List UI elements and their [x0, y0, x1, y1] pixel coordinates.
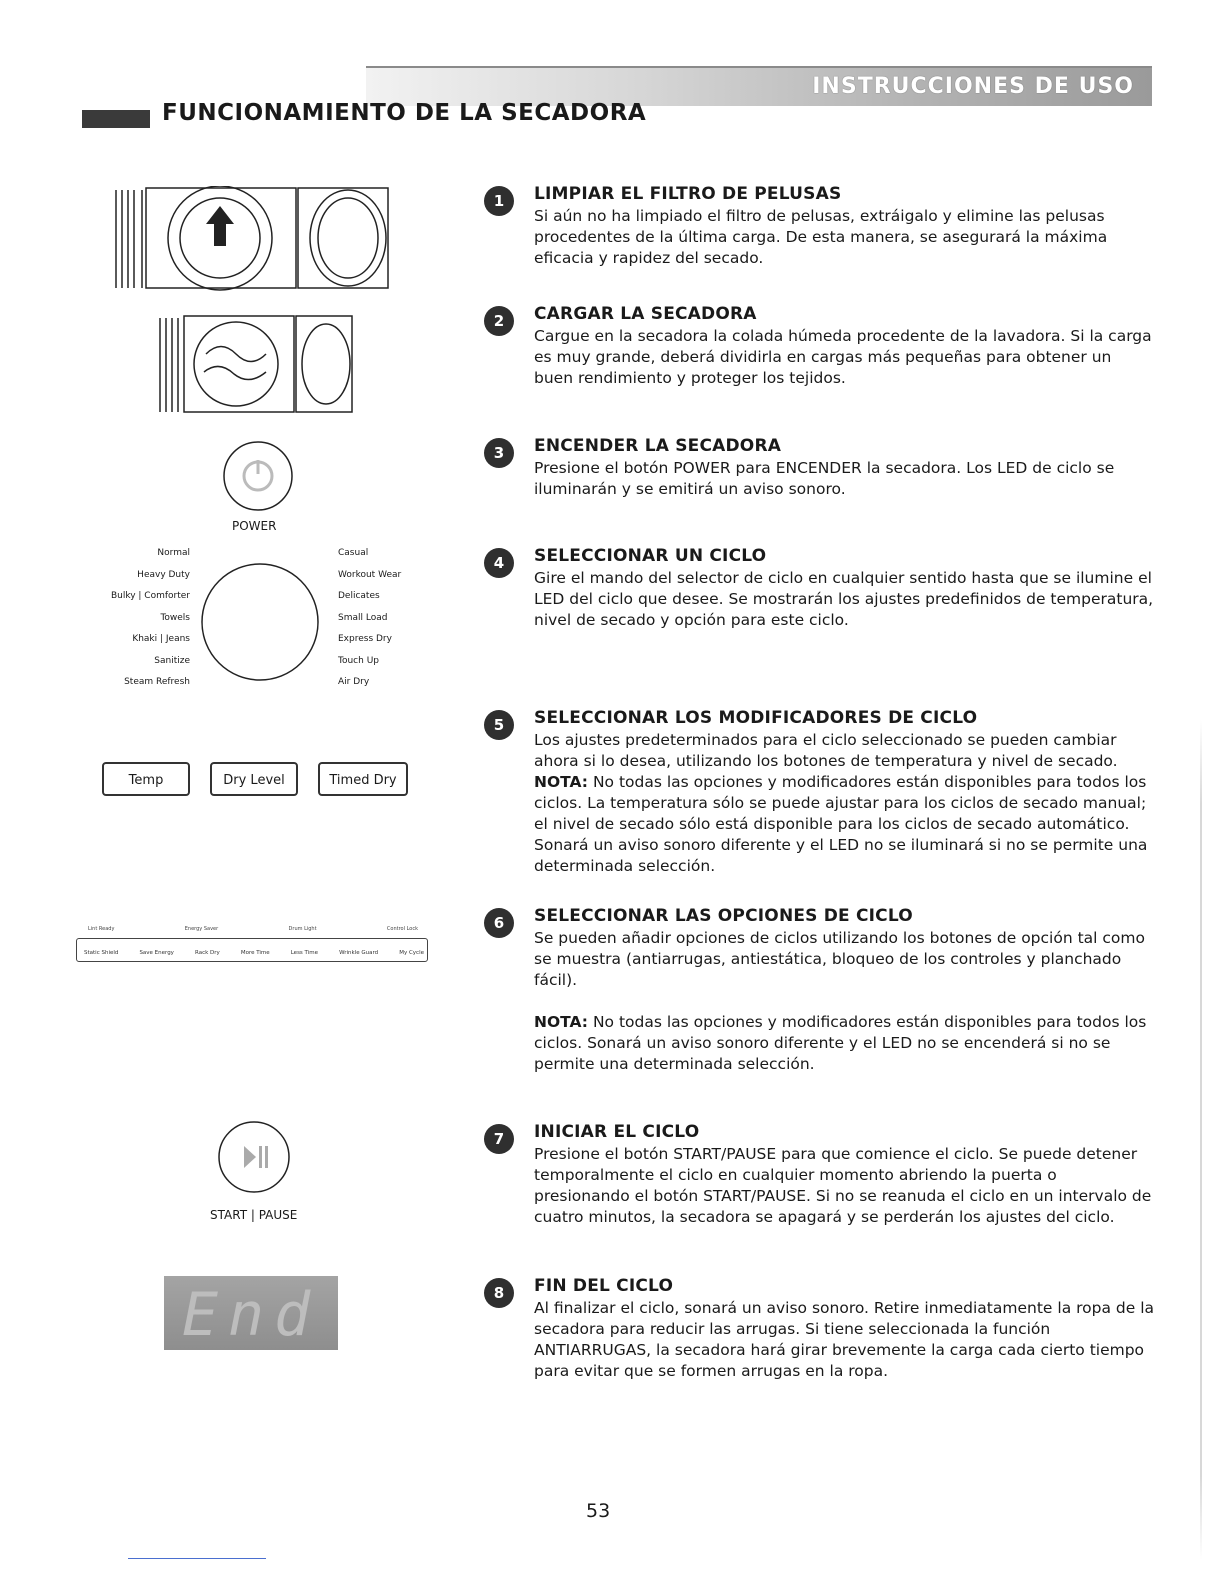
step-number-badge: 4	[484, 548, 514, 578]
loading-illustration	[156, 314, 356, 416]
display-readout: End	[181, 1280, 321, 1350]
step-text: Cargue en la secadora la colada húmeda procedente de la lavadora. Si la carga es muy grande, deberá dividirla en cargas más pequeñas para obtener un buen rendimiento y proteger los tejidos.	[534, 327, 1152, 387]
step-text: Presione el botón START/PAUSE para que comience el ciclo. Se puede detener temporalmente el ciclo en cualquier momento abriendo la puerta o presionando el botón START/PAUSE. Si no se reanuda el ciclo en un intervalo de cuatro minutos, la secadora se apagará y se perderán los ajustes del ciclo.	[534, 1145, 1152, 1226]
status-label: Drum Light	[288, 926, 317, 932]
step-text: Presione el botón POWER para ENCENDER la secadora. Los LED de ciclo se iluminarán y se emitirá un aviso sonoro.	[534, 459, 1115, 498]
step-number-badge: 7	[484, 1124, 514, 1154]
cycle-option[interactable]: Sanitize	[154, 655, 190, 666]
cycle-option[interactable]: Khaki | Jeans	[132, 634, 190, 644]
step-title: SELECCIONAR UN CICLO	[534, 546, 767, 566]
cycle-list-right	[338, 543, 438, 694]
step-number-badge: 1	[484, 186, 514, 216]
cycle-option[interactable]: Normal	[157, 548, 190, 558]
step-title: CARGAR LA SECADORA	[534, 304, 757, 324]
step-text: Si aún no ha limpiado el filtro de pelusas, extráigalo y elimine las pelusas procedentes de la última carga. De esta manera, se asegurará la máxima eficacia y rapidez del secado.	[534, 207, 1108, 267]
cycle-list-left	[100, 543, 190, 694]
step-body	[534, 730, 1154, 877]
banner-text: INSTRUCCIONES DE USO	[812, 74, 1134, 99]
scan-edge	[1200, 720, 1202, 1560]
step-number-badge: 8	[484, 1278, 514, 1308]
cycle-option[interactable]: Air Dry	[338, 677, 370, 687]
option-button[interactable]: Static Shield	[84, 950, 119, 956]
step-number-badge: 3	[484, 438, 514, 468]
footer-rule	[128, 1558, 266, 1559]
status-label: Energy Saver	[184, 926, 219, 932]
step-text: Se pueden añadir opciones de ciclos utilizando los botones de opción tal como se muestra (antiarrugas, antiestática, bloqueo de los controles y planchado fácil).	[534, 929, 1145, 989]
step-title: SELECCIONAR LAS OPCIONES DE CICLO	[534, 906, 913, 926]
step-body	[534, 928, 1154, 1075]
status-label: Lint Ready	[88, 926, 115, 932]
cycle-option[interactable]: Small Load	[338, 612, 388, 623]
timed-dry-button[interactable]: Timed Dry	[318, 762, 408, 796]
step-body	[534, 458, 1154, 500]
step-note	[534, 772, 1154, 877]
step-body	[534, 1144, 1154, 1228]
cycle-option[interactable]: Express Dry	[338, 634, 392, 644]
option-button[interactable]: My Cycle	[399, 950, 424, 956]
page-number: 53	[586, 1500, 611, 1522]
cycle-option[interactable]: Heavy Duty	[137, 569, 190, 580]
page-title: FUNCIONAMIENTO DE LA SECADORA	[162, 100, 647, 126]
option-button[interactable]: Wrinkle Guard	[339, 950, 379, 956]
cycle-option[interactable]: Steam Refresh	[124, 677, 190, 687]
options-row	[84, 950, 424, 956]
cycle-option[interactable]: Delicates	[338, 591, 380, 601]
step-number-badge: 5	[484, 710, 514, 740]
option-button[interactable]: Rack Dry	[195, 950, 220, 956]
step-body	[534, 206, 1154, 269]
note-text: No todas las opciones y modificadores están disponibles para todos los ciclos. La temperatura sólo se puede ajustar para los ciclos de secado manual; el nivel de secado sólo está disponible para los ciclos de secado automático. Sonará un aviso sonoro diferente y el LED no se iluminará si no se permite una determinada selección.	[534, 773, 1148, 875]
digital-display	[164, 1276, 338, 1350]
step-title: FIN DEL CICLO	[534, 1276, 674, 1296]
step-title: ENCENDER LA SECADORA	[534, 436, 782, 456]
cycle-option[interactable]: Casual	[338, 548, 369, 558]
status-label: Control Lock	[386, 926, 418, 932]
option-button[interactable]: Save Energy	[139, 950, 174, 956]
cycle-option[interactable]: Towels	[160, 612, 190, 623]
power-label: POWER	[232, 519, 277, 533]
step-text: Los ajustes predeterminados para el ciclo seleccionado se pueden cambiar ahora si lo desea, utilizando los botones de temperatura y nivel de secado.	[534, 731, 1118, 770]
start-pause-label: START | PAUSE	[210, 1208, 298, 1222]
step-text: Al finalizar el ciclo, sonará un aviso sonoro. Retire inmediatamente la ropa de la secadora para reducir las arrugas. Si tiene seleccionada la función ANTIARRUGAS, la secadora hará girar brevemente la carga cada cierto tiempo para evitar que se formen arrugas en la ropa.	[534, 1299, 1154, 1380]
step-number-badge: 6	[484, 908, 514, 938]
note-label: NOTA:	[534, 773, 589, 791]
cycle-option[interactable]: Bulky | Comforter	[110, 591, 190, 601]
options-status-row	[88, 926, 418, 932]
step-number-badge: 2	[484, 306, 514, 336]
note-label: NOTA:	[534, 1013, 589, 1031]
step-body	[534, 326, 1154, 389]
step-body	[534, 568, 1154, 631]
note-text: No todas las opciones y modificadores están disponibles para todos los ciclos. Sonará un aviso sonoro diferente y el LED no se encenderá si no se permite una determinada selección.	[534, 1013, 1147, 1073]
start-pause-icon	[214, 1118, 294, 1196]
step-title: SELECCIONAR LOS MODIFICADORES DE CICLO	[534, 708, 978, 728]
step-text: Gire el mando del selector de ciclo en cualquier sentido hasta que se ilumine el LED del ciclo que desee. Se mostrarán los ajustes predefinidos de temperatura, nivel de secado y opción para este ciclo.	[534, 569, 1154, 629]
step-note	[534, 1012, 1154, 1075]
title-marker	[82, 110, 150, 128]
step-body	[534, 1298, 1154, 1382]
cycle-selector-knob[interactable]	[200, 560, 320, 684]
temp-button[interactable]: Temp	[102, 762, 190, 796]
lint-filter-illustration	[112, 186, 394, 294]
option-button[interactable]: More Time	[240, 950, 270, 956]
power-icon	[220, 438, 296, 514]
step-title: INICIAR EL CICLO	[534, 1122, 700, 1142]
cycle-option[interactable]: Workout Wear	[338, 569, 402, 580]
dry-level-button[interactable]: Dry Level	[210, 762, 298, 796]
step-title: LIMPIAR EL FILTRO DE PELUSAS	[534, 184, 842, 204]
option-button[interactable]: Less Time	[290, 950, 319, 956]
cycle-option[interactable]: Touch Up	[338, 655, 379, 666]
